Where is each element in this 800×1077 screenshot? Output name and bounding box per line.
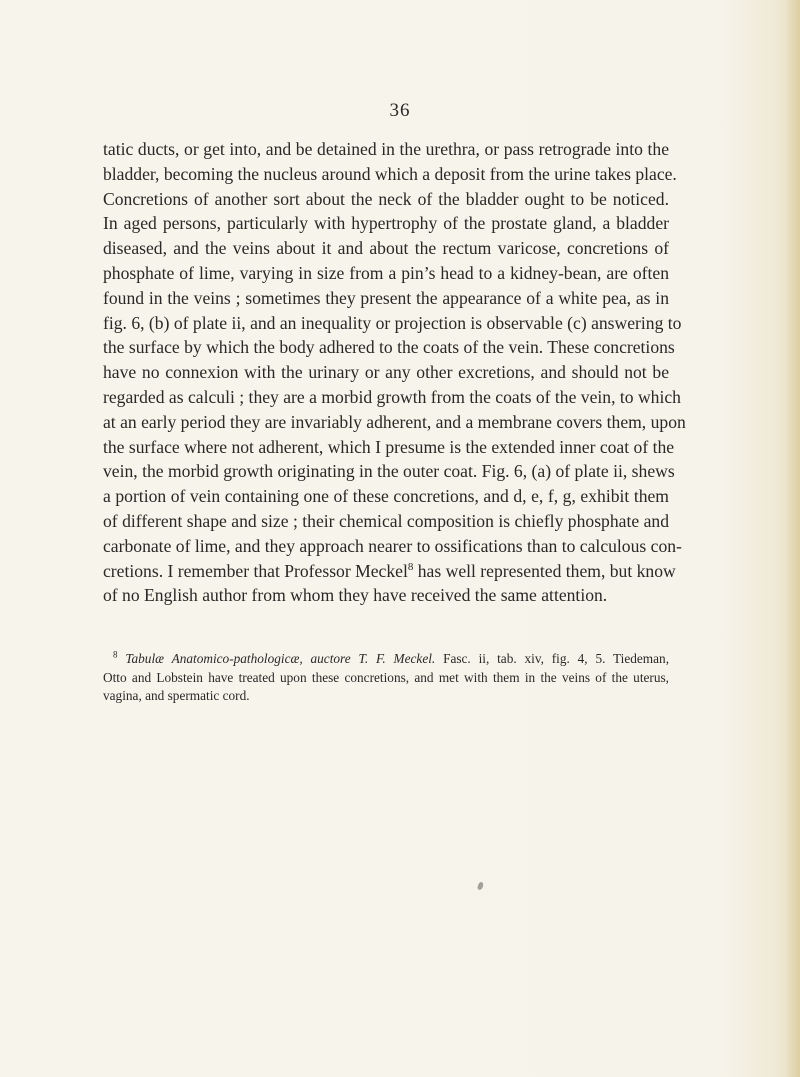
text-line: of no English author from whom they have received the same attention.	[103, 585, 608, 606]
ink-speck	[477, 881, 485, 890]
text-line: In aged persons, particularly with hypertrophy of the prostate gland, a bladder	[103, 213, 669, 234]
footnote-text: Fasc. ii, tab. xiv, fig. 4, 5. Tiedeman,	[435, 651, 670, 666]
text-line: regarded as calculi ; they are a morbid growth from the coats of the vein, to which	[103, 386, 681, 407]
text-line: found in the veins ; sometimes they present the appearance of a white pea, as in	[103, 287, 669, 308]
text-line: bladder, becoming the nucleus around which a deposit from the urine takes place.	[103, 163, 677, 184]
text-line: fig. 6, (b) of plate ii, and an inequality or projection is observable (c) answering to	[103, 312, 682, 333]
text-segment: cretions. I remember that Professor Meckel	[103, 560, 408, 581]
text-line: the surface by which the body adhered to the coats of the vein. These concretions	[103, 337, 675, 358]
text-line: diseased, and the veins about it and about the rectum varicose, concretions of	[103, 238, 669, 259]
body-text	[103, 137, 686, 608]
text-segment: has well represented them, but know	[413, 560, 676, 581]
text-line: a portion of vein containing one of these concretions, and d, e, f, g, exhibit them	[103, 486, 669, 507]
page-number: 36	[389, 100, 411, 121]
text-line-with-footnote-ref	[103, 559, 676, 584]
text-line: have no connexion with the urinary or any other excretions, and should not be	[103, 362, 669, 383]
text-line: tatic ducts, or get into, and be detained in the urethra, or pass retrograde into the	[103, 139, 669, 159]
text-line: at an early period they are invariably adherent, and a membrane covers them, upon	[103, 411, 686, 432]
text-line: vein, the morbid growth originating in the outer coat. Fig. 6, (a) of plate ii, shews	[103, 461, 675, 482]
page-edge-shading	[786, 0, 800, 1077]
footnote	[103, 650, 669, 706]
text-line: the surface where not adherent, which I presume is the extended inner coat of the	[103, 436, 675, 457]
text-line: of different shape and size ; their chemical composition is chiefly phosphate and	[103, 510, 669, 531]
footnote-line	[103, 650, 669, 669]
footnote-citation-title: Tabulæ Anatomico-pathologicæ, auctore T. F. Meckel.	[125, 651, 436, 666]
text-line: carbonate of lime, and they approach nearer to ossifications than to calculous con-	[103, 535, 682, 556]
footnote-reference: 8	[407, 560, 414, 573]
footnote-line: Otto and Lobstein have treated upon these concretions, and met with them in the veins of the uterus,	[103, 669, 669, 685]
text-line: Concretions of another sort about the neck of the bladder ought to be noticed.	[103, 188, 669, 209]
text-line: phosphate of lime, varying in size from a pin’s head to a kidney-bean, are often	[103, 262, 669, 283]
footnote-marker: 8	[113, 649, 118, 660]
footnote-line: vagina, and spermatic cord.	[103, 688, 250, 703]
